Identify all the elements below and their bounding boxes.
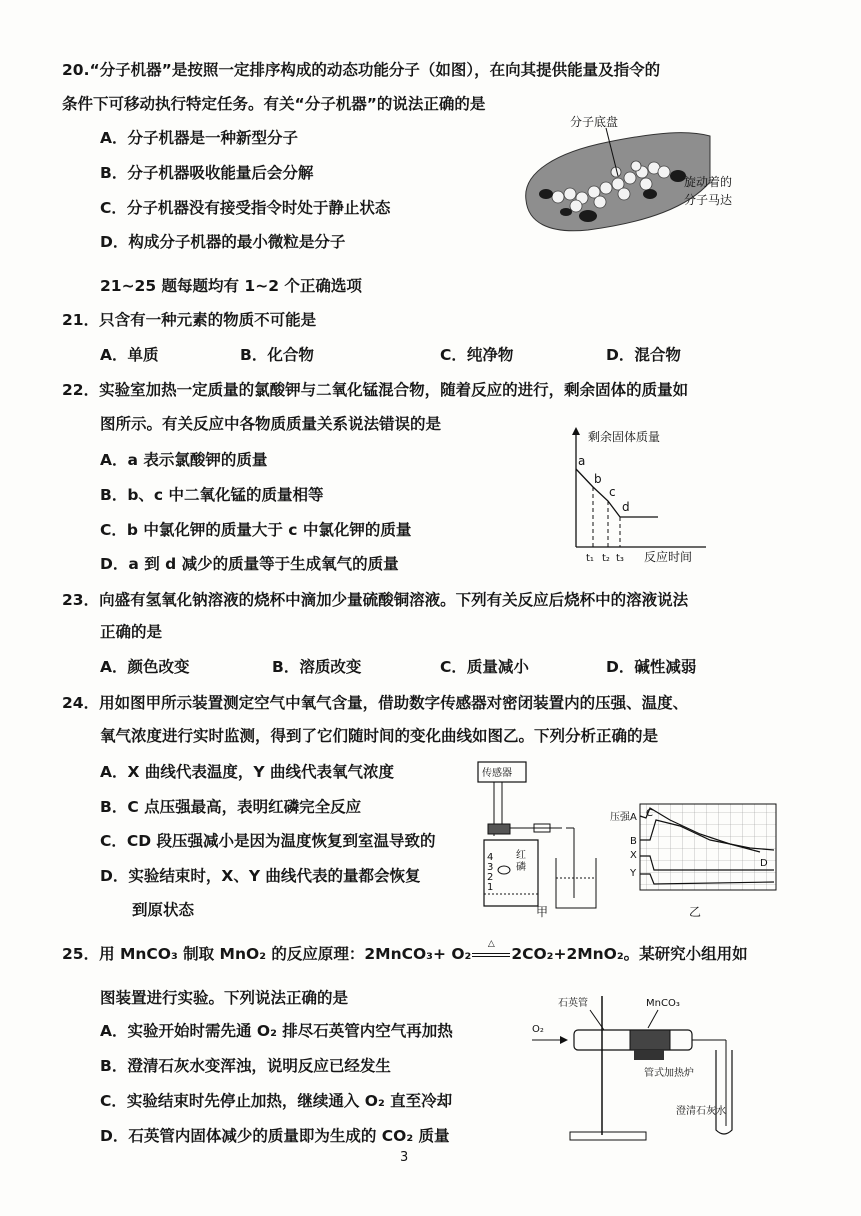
curves-yi-figure — [610, 800, 780, 900]
sensor-label: 传感器 — [482, 768, 512, 779]
q20-stem-line1: 20.“分子机器”是按照一定排序构成的动态功能分子（如图），在向其提供能量及指令的 — [62, 61, 661, 79]
point-b: b — [594, 472, 602, 486]
q20-stem-line2: 条件下可移动执行特定任务。有关“分子机器”的说法正确的是 — [62, 95, 486, 113]
q23-stem-line1: 23．向盛有氢氧化钠溶液的烧杯中滴加少量硫酸铜溶液。下列有关反应后烧杯中的溶液说法 — [62, 591, 689, 609]
chassis-label: 分子底盘 — [570, 115, 619, 129]
label-x: X — [630, 850, 637, 861]
label-c: C — [646, 808, 653, 819]
red-p-label-2: 磷 — [516, 862, 526, 873]
apparatus-jia-figure — [470, 758, 600, 918]
scale-3: 3 — [487, 862, 494, 873]
q22-option-b[interactable]: B．b、c 中二氧化锰的质量相等 — [100, 486, 324, 504]
q25-line1-post: 2CO₂+2MnO₂。某研究小组用如 — [511, 945, 748, 963]
q24-option-d-cont: 到原状态 — [132, 901, 195, 919]
tick-t3: t₃ — [616, 553, 624, 564]
mnco3-label: MnCO₃ — [646, 998, 680, 1009]
caption-jia: 甲 — [536, 905, 549, 919]
q22-option-c[interactable]: C．b 中氯化钾的质量大于 c 中氯化钾的质量 — [100, 521, 412, 539]
q24-option-b[interactable]: B．C 点压强最高，表明红磷完全反应 — [100, 798, 362, 816]
q25-option-c[interactable]: C．实验结束时先停止加热，继续通入 O₂ 直至冷却 — [100, 1092, 453, 1110]
scale-2: 2 — [487, 872, 494, 883]
q20-option-d[interactable]: D．构成分子机器的最小微粒是分子 — [100, 233, 346, 251]
molecular-machine-figure — [518, 112, 758, 237]
q23-option-d[interactable]: D．碱性减弱 — [606, 658, 697, 676]
tick-t1: t₁ — [586, 553, 594, 564]
q21-option-c[interactable]: C．纯净物 — [440, 346, 514, 364]
q21-option-a[interactable]: A．单质 — [100, 346, 159, 364]
q23-option-a[interactable]: A．颜色改变 — [100, 658, 190, 676]
label-a: A — [630, 812, 637, 823]
point-d: d — [622, 500, 630, 514]
heat-condition: △ — [487, 939, 495, 949]
q24-stem-line2: 氧气浓度进行实时监测，得到了它们随时间的变化曲线如图乙。下列分析正确的是 — [100, 727, 659, 745]
q25-stem-line2: 图装置进行实验。下列说法正确的是 — [100, 989, 349, 1007]
q23-stem-line2: 正确的是 — [100, 623, 163, 641]
label-y: Y — [630, 868, 637, 879]
graph-ylabel: 剩余固体质量 — [588, 430, 661, 444]
q22-stem-line2: 图所示。有关反应中各物质质量关系说法错误的是 — [100, 415, 442, 433]
scale-1: 1 — [487, 882, 494, 893]
q25-stem-line1 — [62, 939, 748, 964]
tick-t2: t₂ — [602, 553, 610, 564]
q21-option-d[interactable]: D．混合物 — [606, 346, 681, 364]
graph-xlabel: 反应时间 — [644, 550, 693, 564]
q25-option-b[interactable]: B．澄清石灰水变浑浊，说明反应已经发生 — [100, 1057, 391, 1075]
q24-option-c[interactable]: C．CD 段压强减小是因为温度恢复到室温导致的 — [100, 832, 436, 850]
label-b: B — [630, 836, 637, 847]
q25-option-d[interactable]: D．石英管内固体减少的质量即为生成的 CO₂ 质量 — [100, 1127, 450, 1145]
red-p-label-1: 红 — [516, 850, 526, 861]
q20-option-a[interactable]: A．分子机器是一种新型分子 — [100, 129, 298, 147]
q25-line1-pre: 25．用 MnCO₃ 制取 MnO₂ 的反应原理：2MnCO₃+ O₂ — [62, 945, 472, 963]
mass-time-graph — [566, 425, 726, 565]
quartz-tube-apparatus-figure — [530, 990, 750, 1145]
motor-label-2: 分子马达 — [684, 193, 733, 207]
q22-option-a[interactable]: A．a 表示氯酸钾的质量 — [100, 451, 268, 469]
q20-option-c[interactable]: C．分子机器没有接受指令时处于静止状态 — [100, 199, 391, 217]
q22-stem-line1: 22．实验室加热一定质量的氯酸钾与二氧化锰混合物，随着反应的进行，剩余固体的质量如 — [62, 381, 689, 399]
point-a: a — [578, 454, 586, 468]
q24-option-a[interactable]: A．X 曲线代表温度，Y 曲线代表氧气浓度 — [100, 763, 394, 781]
q24-stem-line1: 24．用如图甲所示装置测定空气中氧气含量，借助数字传感器对密闭装置内的压强、温度、 — [62, 694, 689, 712]
q21-stem: 21．只含有一种元素的物质不可能是 — [62, 311, 317, 329]
reaction-arrow — [471, 939, 511, 964]
quartz-tube-label: 石英管 — [558, 998, 588, 1009]
limewater-label: 澄清石灰水 — [676, 1106, 726, 1117]
furnace-label: 管式加热炉 — [644, 1068, 694, 1079]
caption-yi: 乙 — [689, 905, 702, 919]
label-d: D — [760, 858, 768, 869]
page-number: 3 — [400, 1150, 409, 1165]
scale-4: 4 — [487, 852, 494, 863]
q24-option-d[interactable]: D．实验结束时，X、Y 曲线代表的量都会恢复 — [100, 867, 421, 885]
q22-option-d[interactable]: D．a 到 d 减少的质量等于生成氧气的质量 — [100, 555, 399, 573]
q23-option-c[interactable]: C．质量减小 — [440, 658, 529, 676]
section-note: 21~25 题每题均有 1~2 个正确选项 — [100, 277, 362, 295]
q25-option-a[interactable]: A．实验开始时需先通 O₂ 排尽石英管内空气再加热 — [100, 1022, 453, 1040]
q23-option-b[interactable]: B．溶质改变 — [272, 658, 362, 676]
q20-option-b[interactable]: B．分子机器吸收能量后会分解 — [100, 164, 314, 182]
q21-option-b[interactable]: B．化合物 — [240, 346, 314, 364]
point-c: c — [609, 485, 616, 499]
motor-label-1: 旋动着的 — [684, 175, 733, 189]
o2-label: O₂ — [532, 1024, 544, 1035]
pressure-label: 压强 — [610, 812, 630, 823]
